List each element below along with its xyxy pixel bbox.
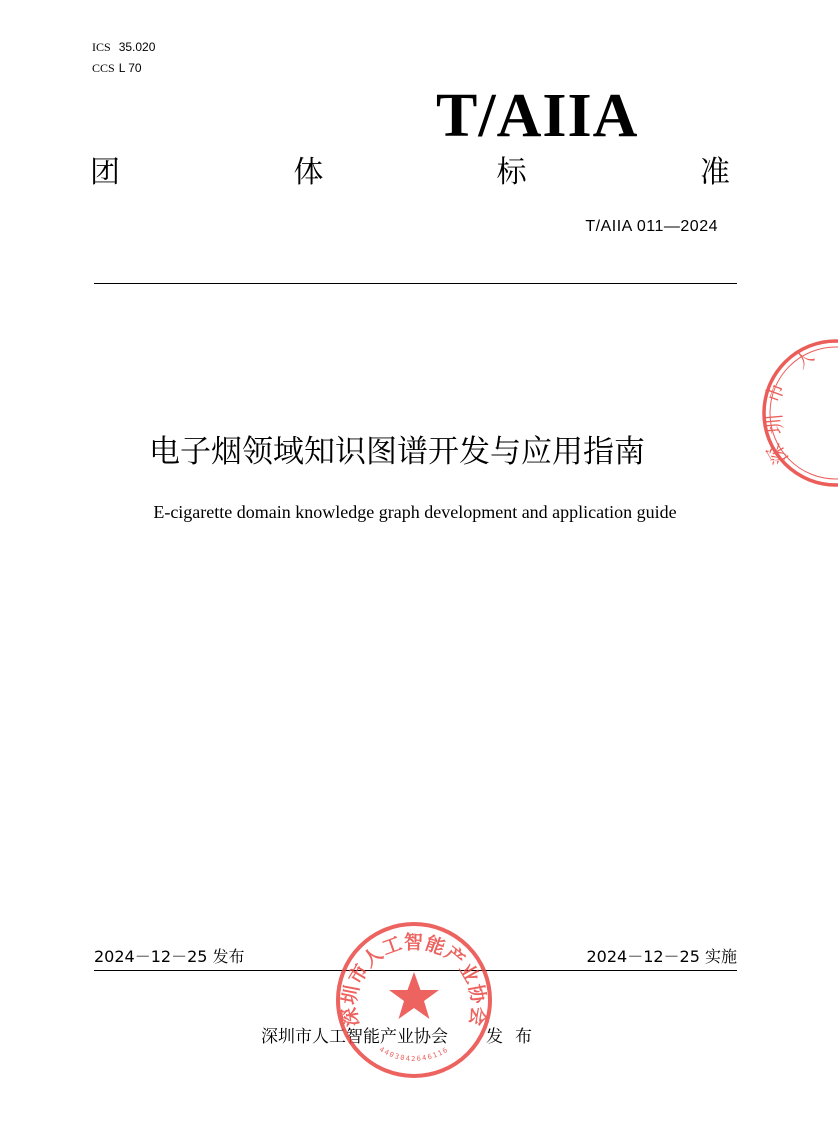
publisher-name: 深圳市人工智能产业协会	[261, 1027, 448, 1047]
ccs-code	[92, 61, 142, 75]
seal-stamp	[334, 920, 494, 1080]
side-seal-stamp	[758, 338, 838, 488]
standard-type-char: 团	[90, 155, 120, 190]
svg-text:市: 市	[759, 379, 790, 407]
svg-text:深圳市人工智能产业协会: 深圳市人工智能产业协会	[338, 931, 490, 1029]
standard-code-logo: T/AIIA	[436, 82, 639, 150]
ccs-value: L 70	[118, 61, 142, 75]
ccs-label: CCS	[92, 61, 115, 75]
standard-type-char: 准	[699, 155, 730, 190]
ics-code	[92, 40, 155, 54]
publish-action: 发布	[486, 1027, 544, 1047]
standard-type-char: 体	[293, 155, 324, 190]
publish-date: 2024－12－25 发布	[94, 947, 245, 966]
svg-text:圳: 圳	[762, 413, 788, 436]
standard-type-char: 标	[496, 155, 527, 190]
svg-text:深: 深	[762, 439, 793, 469]
standard-type-heading	[90, 152, 730, 194]
document-title-chinese: 电子烟领域知识图谱开发与应用指南	[149, 434, 645, 470]
standard-number: T/AIIA 011—2024	[585, 218, 718, 235]
top-divider	[94, 283, 737, 284]
ics-label: ICS	[92, 40, 111, 54]
implement-date: 2024－12－25 实施	[586, 947, 737, 966]
document-title-english: E-cigarette domain knowledge graph development and application guide	[153, 502, 677, 522]
seal-icon	[334, 920, 494, 1080]
ics-value: 35.020	[118, 40, 156, 54]
svg-text:人: 人	[791, 345, 819, 374]
svg-text:4403042646116: 4403042646116	[377, 1045, 451, 1064]
side-seal-icon	[758, 338, 838, 488]
